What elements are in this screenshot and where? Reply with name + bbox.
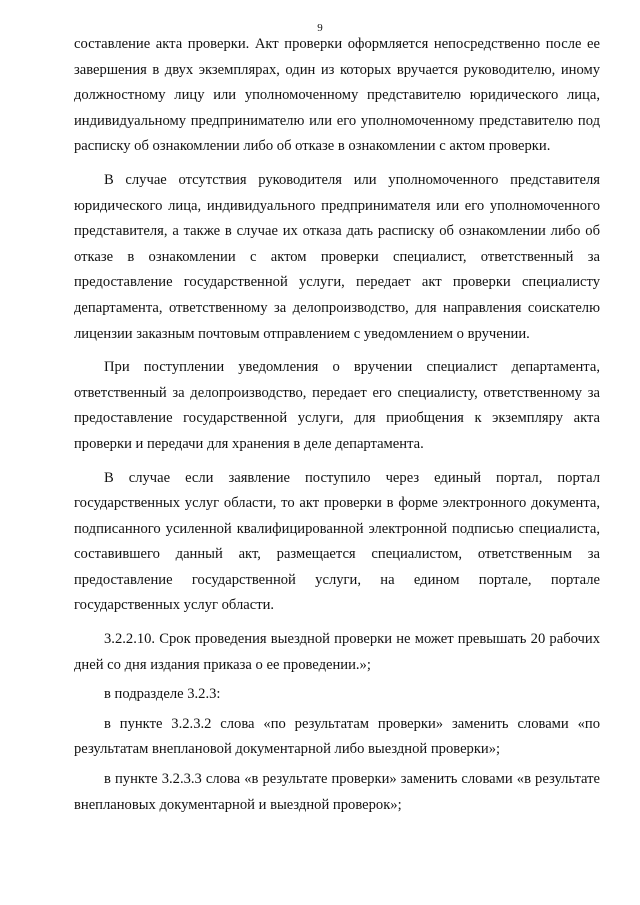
paragraph-clause-3-2-3-2: в пункте 3.2.3.2 слова «по результатам проверки» заменить словами «по результатам внеплановой документарной либо выездной проверки»; [74, 715, 600, 758]
paragraph-absence-case: В случае отсутствия руководителя или уполномоченного представителя юридического лица, индивидуального предпринимателя или его уполномоченного представителя, а также в случае их отказа дать расписку об ознакомлении либо об отказе в ознакомлении с актом проверки специалист, ответственный за предоставление государственной услуги, передает акт проверки специалисту департамента, ответственному за делопроизводство, для направления соискателю лицензии заказным почтовым отправлением с уведомлением о вручении. [74, 171, 600, 342]
paragraph-notification-receipt: При поступлении уведомления о вручении специалист департамента, ответственный за делопроизводство, передает его специалисту, ответственному за предоставление государственной услуги, для приобщения к экземпляру акта проверки и передачи для хранения в деле департамента. [74, 359, 600, 452]
paragraph-subsection-3-2-3: в подразделе 3.2.3: [104, 686, 221, 703]
page-number: 9 [317, 22, 323, 34]
paragraph-clause-3-2-2-10: 3.2.2.10. Срок проведения выездной проверки не может превышать 20 рабочих дней со дня издания приказа о ее проведении.»; [74, 631, 600, 673]
paragraph-portal-case: В случае если заявление поступило через единый портал, портал государственных услуг области, то акт проверки в форме электронного документа, подписанного усиленной квалифицированной электронной подписью специалиста, составившего данный акт, размещается специалистом, ответственным за предоставление государственной услуги, на едином портале, портале государственных услуг области. [74, 469, 600, 614]
paragraph-act-delivery: составление акта проверки. Акт проверки оформляется непосредственно после ее завершения в двух экземплярах, один из которых вручается руководителю, иному должностному лицу или уполномоченному представителю юридического лица, индивидуальному предпринимателю или его уполномоченному представителю под расписку об ознакомлении либо об отказе в ознакомлении с актом проверки. [74, 36, 600, 155]
paragraph-clause-3-2-3-3: в пункте 3.2.3.3 слова «в результате проверки» заменить словами «в результате внеплановых документарной и выездной проверок»; [74, 771, 600, 813]
document-body [74, 32, 600, 818]
